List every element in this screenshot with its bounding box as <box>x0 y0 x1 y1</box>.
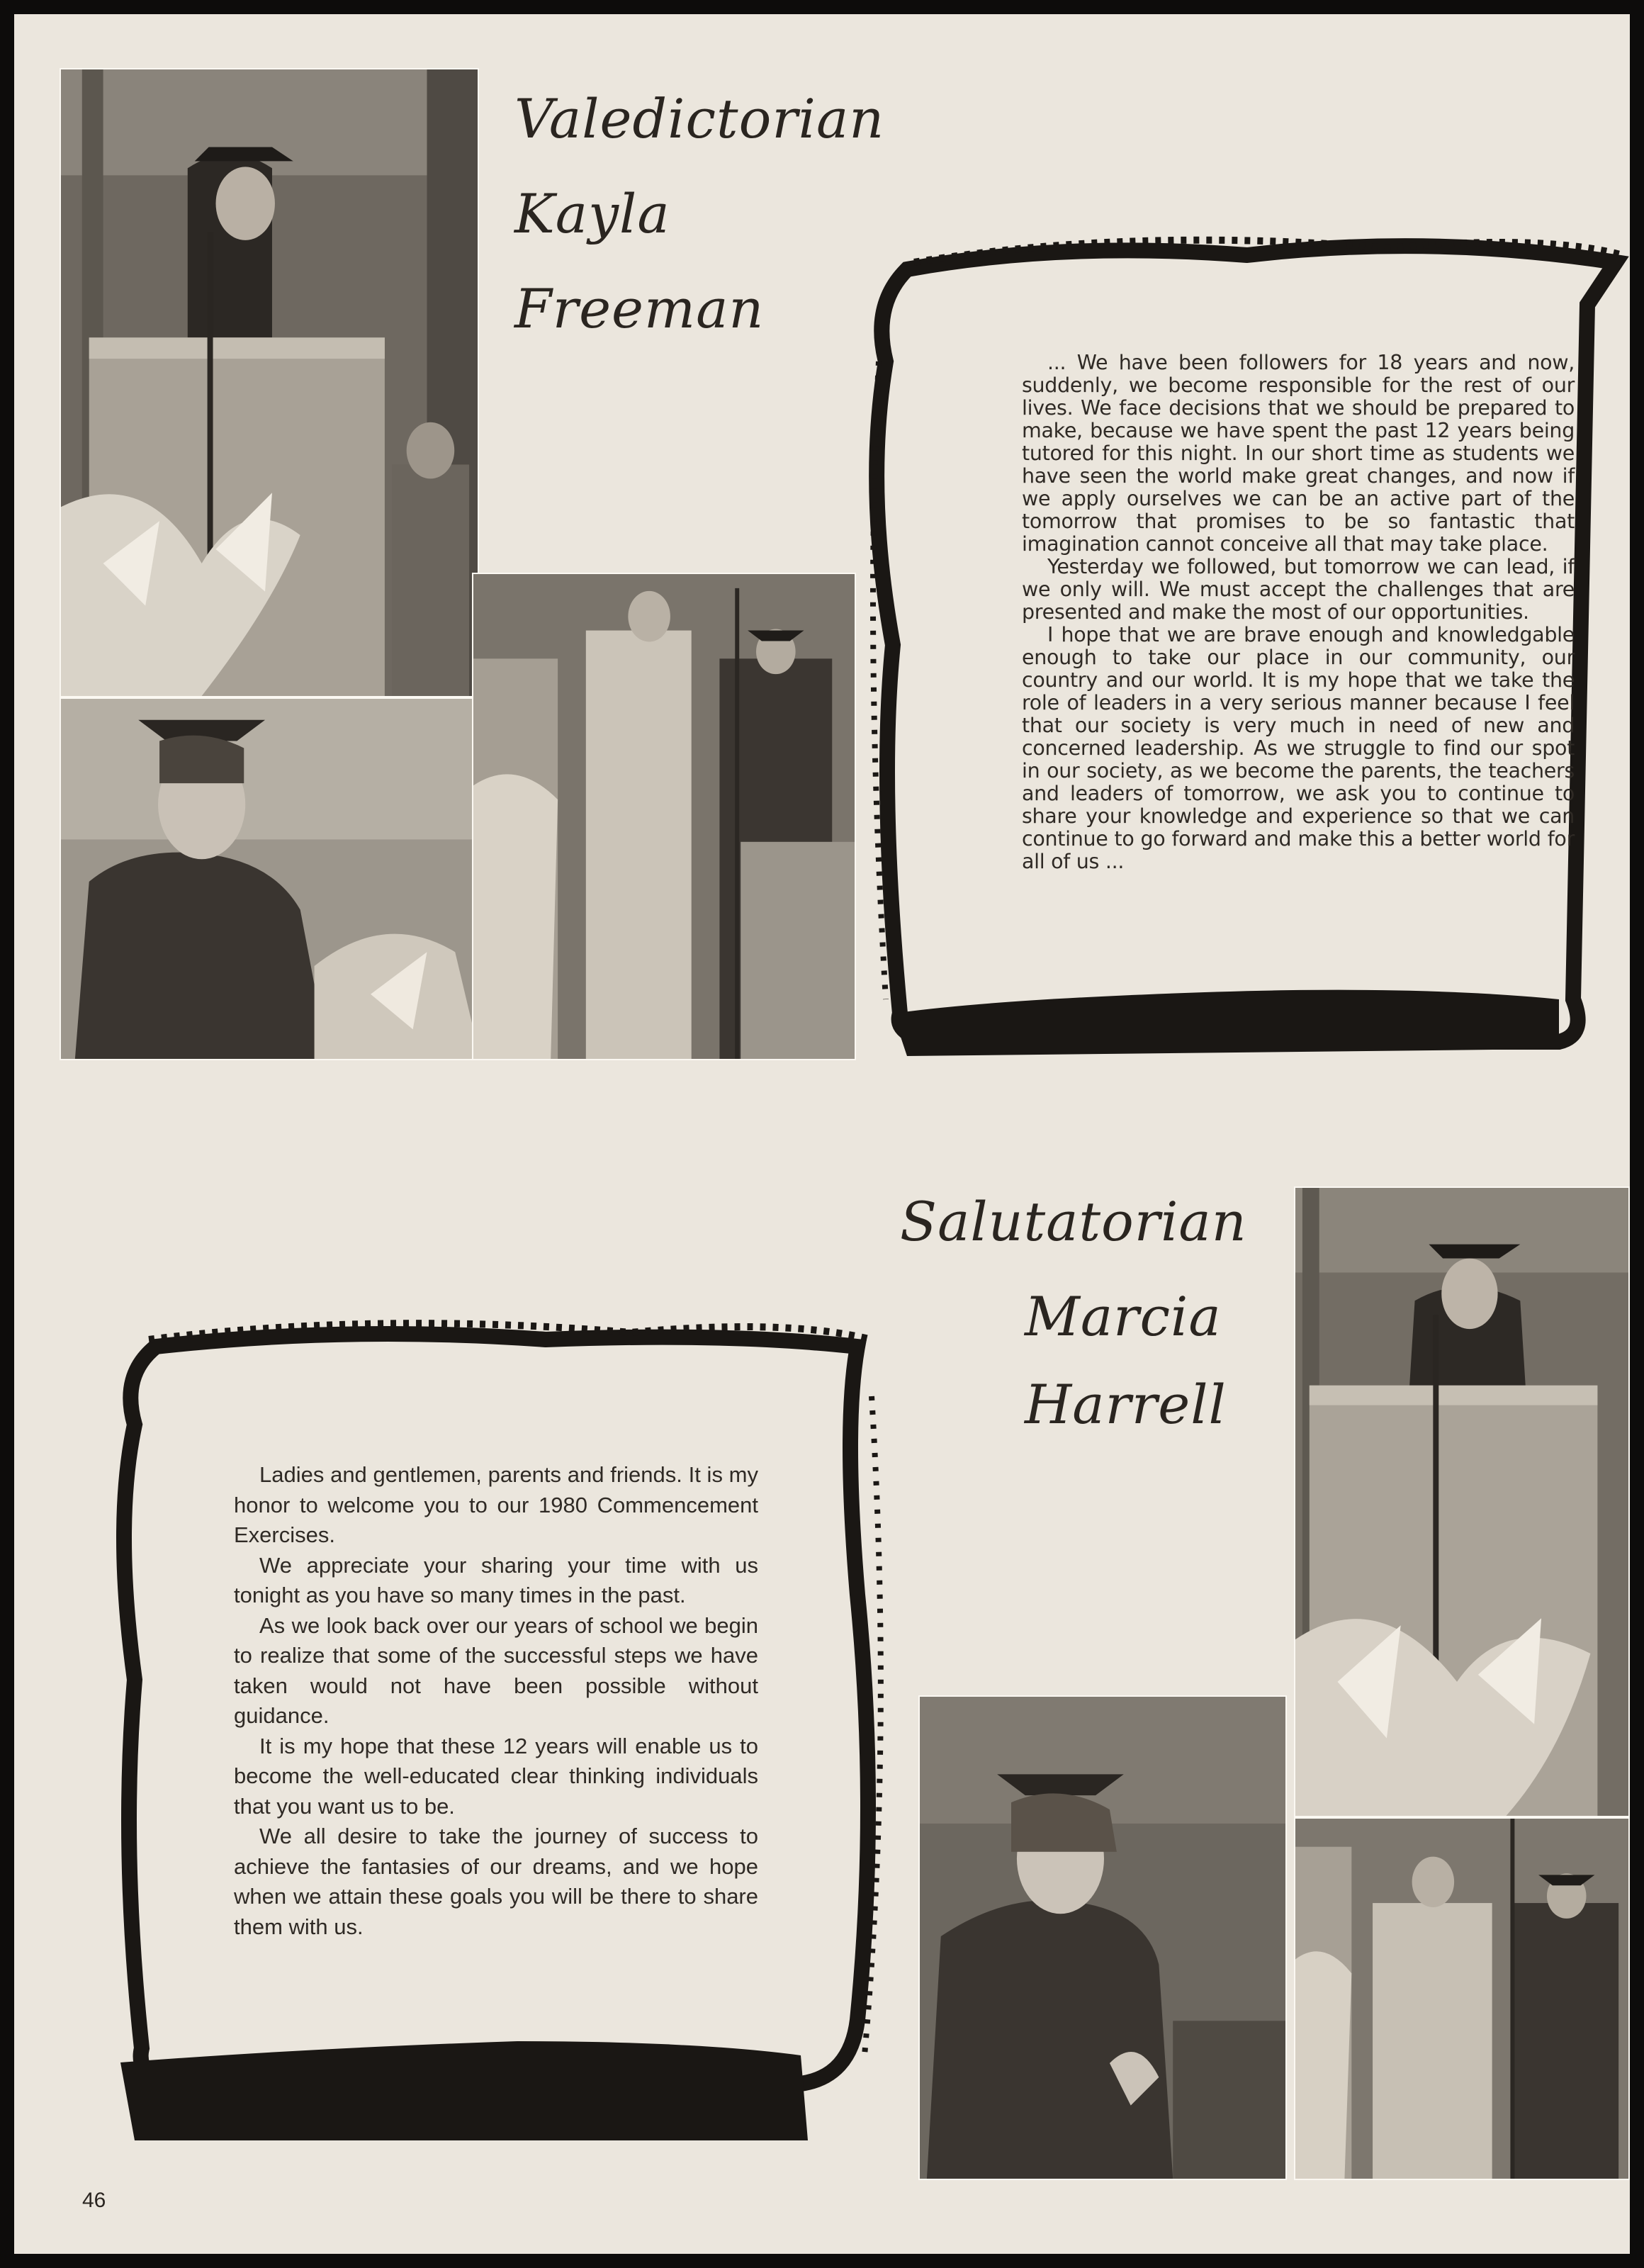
valedictorian-speech-paragraph: Yesterday we followed, but tomorrow we can lead, if we only will. We must accept the challenges that are presented and make the most of our opportunities. <box>1022 555 1575 624</box>
salutatorian-speech-paragraph: Ladies and gentlemen, parents and friends. It is my honor to welcome you to our 1980 Commencement Exercises. <box>234 1462 758 1547</box>
page-number: 46 <box>82 2189 106 2212</box>
photo-valedictorian-at-podium <box>60 68 479 697</box>
valedictorian-speech-paragraph: I hope that we are brave enough and knowledgable enough to take our place in our community, our country and our world. It is my hope that we take the role of leaders in a very serious manner because I feel that our society is very much in need of new and concerned leadership. As we struggle to find our spot in our society, as we become the parents, the teachers and leaders of tomorrow, we ask you to continue to share your knowledge and experience so that we can continue to go forward and make this a better world for all of us ... <box>1022 623 1575 873</box>
salutatorian-speech-paragraph: We all desire to take the journey of success to achieve the fantasies of our dreams, and we hope when we attain these goals you will be there to share them with us. <box>234 1824 758 1939</box>
valedictorian-title-line2: Kayla <box>514 182 670 245</box>
valedictorian-title-line3: Freeman <box>514 277 765 340</box>
salutatorian-speech-paragraph: As we look back over our years of school we begin to realize that some of the successful steps we have taken would not have been possible without guidance. <box>234 1612 758 1728</box>
valedictorian-title-line1: Valedictorian <box>514 87 885 150</box>
valedictorian-speech-scroll <box>850 220 1630 1063</box>
salutatorian-speech-paragraph: It is my hope that these 12 years will enable us to become the well-educated clear thinking individuals that you want us to be. <box>234 1733 758 1819</box>
salutatorian-title-line1: Salutatorian <box>900 1190 1247 1253</box>
yearbook-page <box>14 14 1630 2254</box>
valedictorian-speech-paragraph: ... We have been followers for 18 years and now, suddenly, we become responsible for the rest of our lives. We face decisions that we should be prepared to make, because we have spent the past 12 years being tutored for this night. In our short time as students we have seen the world make great changes, and now if we apply ourselves we can be an active part of the tomorrow that promises to be so fantastic that imagination cannot conceive all that may take place. <box>1022 351 1575 556</box>
photo-salutatorian-at-podium <box>1294 1186 1630 1817</box>
photo-salutatorian-portrait <box>918 1695 1287 2180</box>
salutatorian-speech <box>234 1460 758 1942</box>
photo-salutatorian-receiving-diploma <box>1294 1817 1630 2180</box>
salutatorian-title-line2: Marcia <box>1025 1285 1222 1348</box>
photo-valedictorian-receiving-diploma <box>472 573 856 1060</box>
valedictorian-speech <box>1022 352 1575 873</box>
salutatorian-title-line3: Harrell <box>1025 1373 1227 1436</box>
salutatorian-speech-paragraph: We appreciate your sharing your time with us tonight as you have so many times in the past. <box>234 1552 758 1607</box>
salutatorian-speech-scroll <box>92 1311 900 2155</box>
photo-valedictorian-portrait <box>60 697 482 1060</box>
